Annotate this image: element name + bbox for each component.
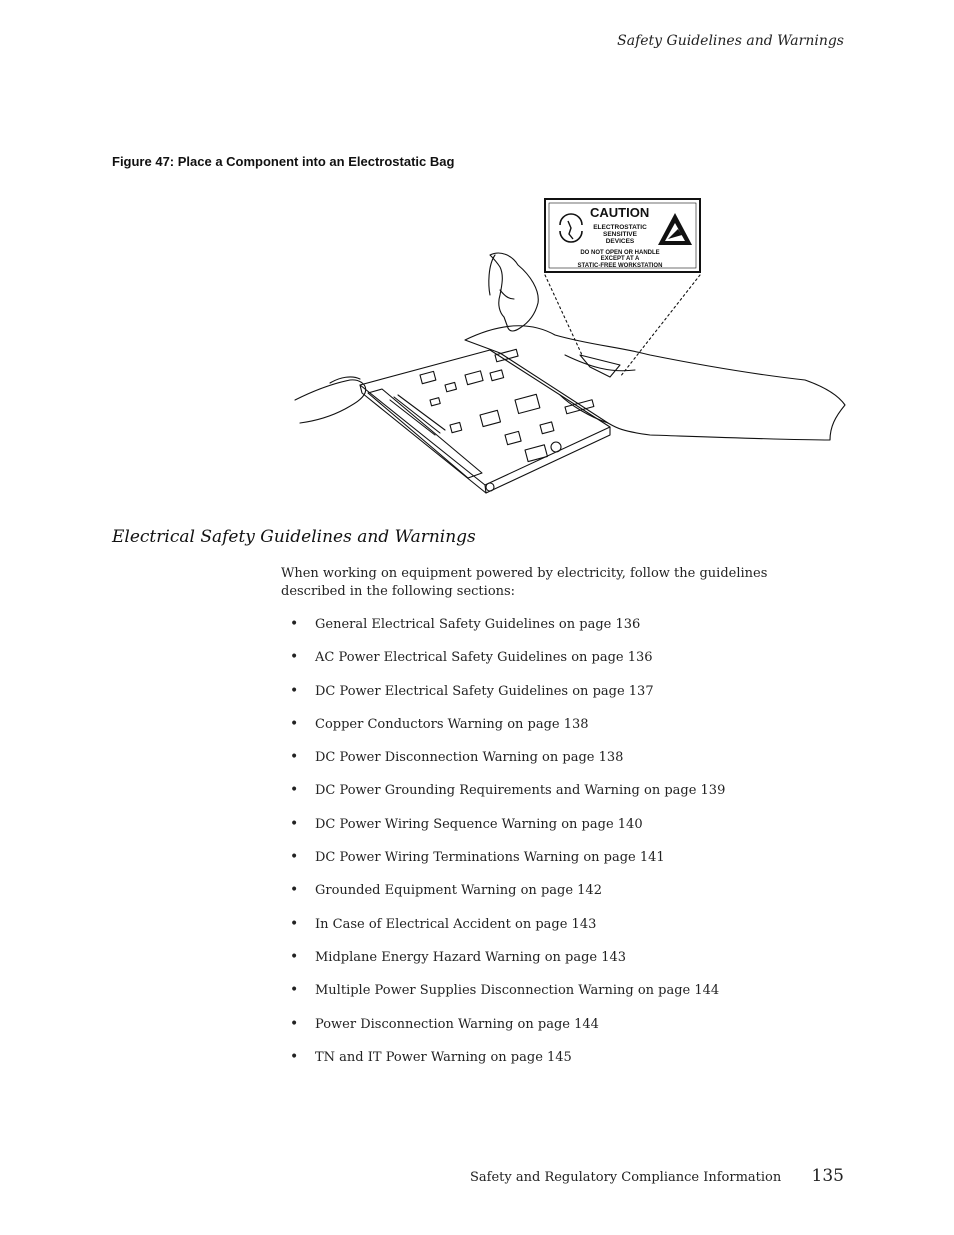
- list-item-link[interactable]: In Case of Electrical Accident on page 143: [315, 916, 597, 932]
- bullet-icon: •: [290, 815, 299, 832]
- list-item[interactable]: [290, 782, 725, 815]
- bullet-icon: •: [290, 882, 299, 899]
- list-item-link[interactable]: DC Power Wiring Sequence Warning on page 140: [315, 816, 643, 832]
- list-item-link[interactable]: DC Power Electrical Safety Guidelines on page 137: [315, 683, 654, 699]
- list-item-link[interactable]: General Electrical Safety Guidelines on page 136: [315, 617, 641, 632]
- hand-left: [295, 380, 366, 423]
- bullet-icon: •: [290, 1048, 299, 1065]
- bullet-icon: •: [290, 782, 299, 799]
- callout-line-right: [620, 275, 700, 377]
- bullet-icon: •: [290, 649, 299, 666]
- bullet-icon: •: [290, 982, 299, 999]
- list-item[interactable]: [290, 616, 725, 649]
- list-item[interactable]: [290, 649, 725, 682]
- caution-line-2: SENSITIVE: [603, 231, 637, 238]
- list-item[interactable]: [290, 1016, 725, 1049]
- bullet-icon: •: [290, 948, 299, 965]
- caution-label: [545, 199, 700, 272]
- list-item[interactable]: [290, 916, 725, 949]
- bullet-icon: •: [290, 749, 299, 766]
- guideline-link-list: [290, 616, 725, 1082]
- list-item[interactable]: [290, 982, 725, 1015]
- list-item[interactable]: [290, 849, 725, 882]
- bullet-icon: •: [290, 616, 299, 632]
- list-item-link[interactable]: DC Power Wiring Terminations Warning on page 141: [315, 850, 665, 866]
- section-heading: Electrical Safety Guidelines and Warnings: [112, 527, 476, 547]
- bullet-icon: •: [290, 682, 299, 699]
- caution-line-3: DEVICES: [605, 238, 635, 245]
- list-item[interactable]: [290, 1049, 725, 1082]
- electrostatic-bag-illustration: [290, 195, 850, 505]
- list-item[interactable]: [290, 949, 725, 982]
- list-item-link[interactable]: DC Power Grounding Requirements and Warning on page 139: [315, 783, 726, 799]
- list-item[interactable]: [290, 882, 725, 915]
- callout-line-left: [545, 275, 582, 355]
- list-item-link[interactable]: DC Power Disconnection Warning on page 138: [315, 750, 624, 766]
- intro-paragraph: When working on equipment powered by electricity, follow the guidelines described in the following sections:: [281, 566, 768, 599]
- caution-line-1: ELECTROSTATIC: [593, 224, 647, 231]
- list-item[interactable]: [290, 683, 725, 716]
- bullet-icon: •: [290, 915, 299, 932]
- bullet-icon: •: [290, 1015, 299, 1032]
- list-item[interactable]: [290, 816, 725, 849]
- list-item-link[interactable]: Copper Conductors Warning on page 138: [315, 716, 589, 732]
- list-item[interactable]: [290, 749, 725, 782]
- list-item-link[interactable]: Midplane Energy Hazard Warning on page 143: [315, 949, 627, 965]
- hand-right: [490, 253, 538, 331]
- list-item[interactable]: [290, 716, 725, 749]
- list-item-link[interactable]: Multiple Power Supplies Disconnection Warning on page 144: [315, 983, 720, 999]
- bag-outline: [465, 326, 845, 440]
- caution-line-6: STATIC-FREE WORKSTATION: [577, 263, 663, 269]
- bullet-icon: •: [290, 715, 299, 732]
- running-header: Safety Guidelines and Warnings: [617, 33, 844, 49]
- bullet-icon: •: [290, 849, 299, 866]
- footer-title: Safety and Regulatory Compliance Information: [470, 1170, 782, 1185]
- list-item-link[interactable]: Power Disconnection Warning on page 144: [315, 1016, 599, 1032]
- caution-line-4: DO NOT OPEN OR HANDLE: [580, 250, 660, 256]
- list-item-link[interactable]: TN and IT Power Warning on page 145: [315, 1049, 572, 1065]
- list-item-link[interactable]: AC Power Electrical Safety Guidelines on page 136: [315, 650, 653, 666]
- caution-line-5: EXCEPT AT A: [600, 256, 640, 262]
- caution-title: CAUTION: [590, 205, 650, 220]
- list-item-link[interactable]: Grounded Equipment Warning on page 142: [315, 883, 602, 899]
- figure-caption: Figure 47: Place a Component into an Electrostatic Bag: [112, 154, 455, 169]
- page-number: 135: [811, 1166, 844, 1186]
